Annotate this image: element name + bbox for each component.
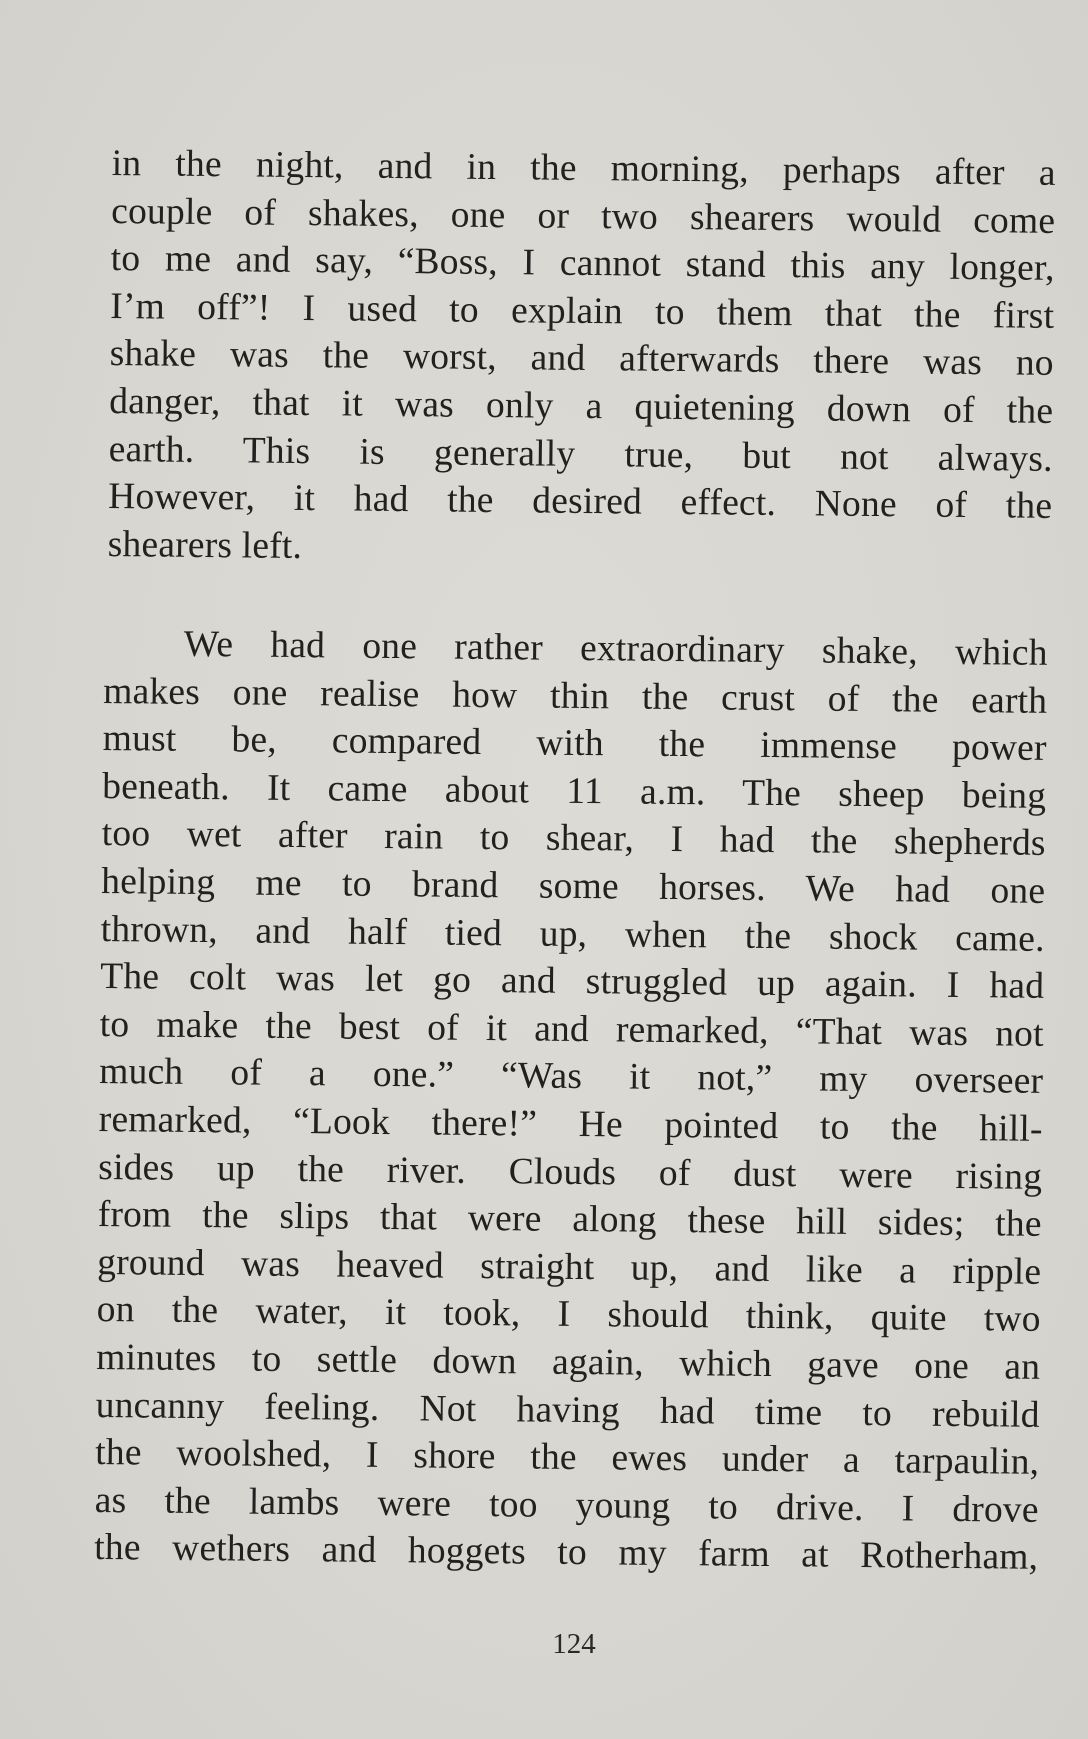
text-line: must be, compared with the immense power [102, 718, 1047, 770]
text-line: too wet after rain to shear, I had the shepherds [101, 813, 1046, 865]
text-line: as the lambs were too young to drive. I drove [94, 1479, 1039, 1531]
text-line: much of a one.” “Was it not,” my overseer [99, 1051, 1044, 1103]
text-line: to me and say, “Boss, I cannot stand this any longer, [110, 238, 1055, 290]
text-line: helping me to brand some horses. We had one [101, 860, 1046, 912]
text-line: shake was the worst, and afterwards there was no [109, 333, 1054, 385]
text-line: from the slips that were along these hill sides; the [97, 1194, 1042, 1245]
text-line: the wethers and hoggets to my farm at Rotherham, [94, 1527, 1039, 1579]
text-line: uncanny feeling. Not having had time to rebuild [95, 1384, 1040, 1436]
text-line: However, it had the desired effect. None of the [108, 476, 1053, 528]
text-line: shearers left. [107, 523, 303, 567]
page-number: 124 [552, 1628, 596, 1660]
text-line: couple of shakes, one or two shearers would come [111, 190, 1056, 242]
text-line: in the night, and in the morning, perhaps after a [111, 142, 1056, 194]
text-line: the woolshed, I shore the ewes under a tarpaulin, [95, 1432, 1040, 1483]
text-line: thrown, and half tied up, when the shock came. [100, 908, 1045, 960]
text-line: danger, that it was only a quietening down of the [109, 380, 1054, 432]
text-line: makes one realise how thin the crust of the earth [103, 670, 1048, 722]
text-line: sides up the river. Clouds of dust were rising [98, 1146, 1043, 1198]
text-line: beneath. It came about 11 a.m. The sheep being [102, 765, 1047, 817]
text-line: ground was heaved straight up, and like a ripple [97, 1241, 1042, 1293]
text-line: to make the best of it and remarked, “That was not [99, 1003, 1044, 1055]
text-line: on the water, it took, I should think, quite two [96, 1289, 1041, 1341]
text-line: The colt was let go and struggled up again. I had [100, 956, 1045, 1008]
text-line: minutes to settle down again, which gave one an [96, 1336, 1041, 1388]
paragraph-1 [108, 140, 1056, 578]
text-line: earth. This is generally true, but not always. [108, 428, 1053, 480]
text-line: I’m off”! I used to explain to them that the first [110, 285, 1055, 337]
text-line: remarked, “Look there!” He pointed to the hill- [98, 1098, 1043, 1150]
text-line: We had one rather extraordinary shake, which [183, 623, 1048, 674]
paragraph-2 [94, 620, 1048, 1582]
